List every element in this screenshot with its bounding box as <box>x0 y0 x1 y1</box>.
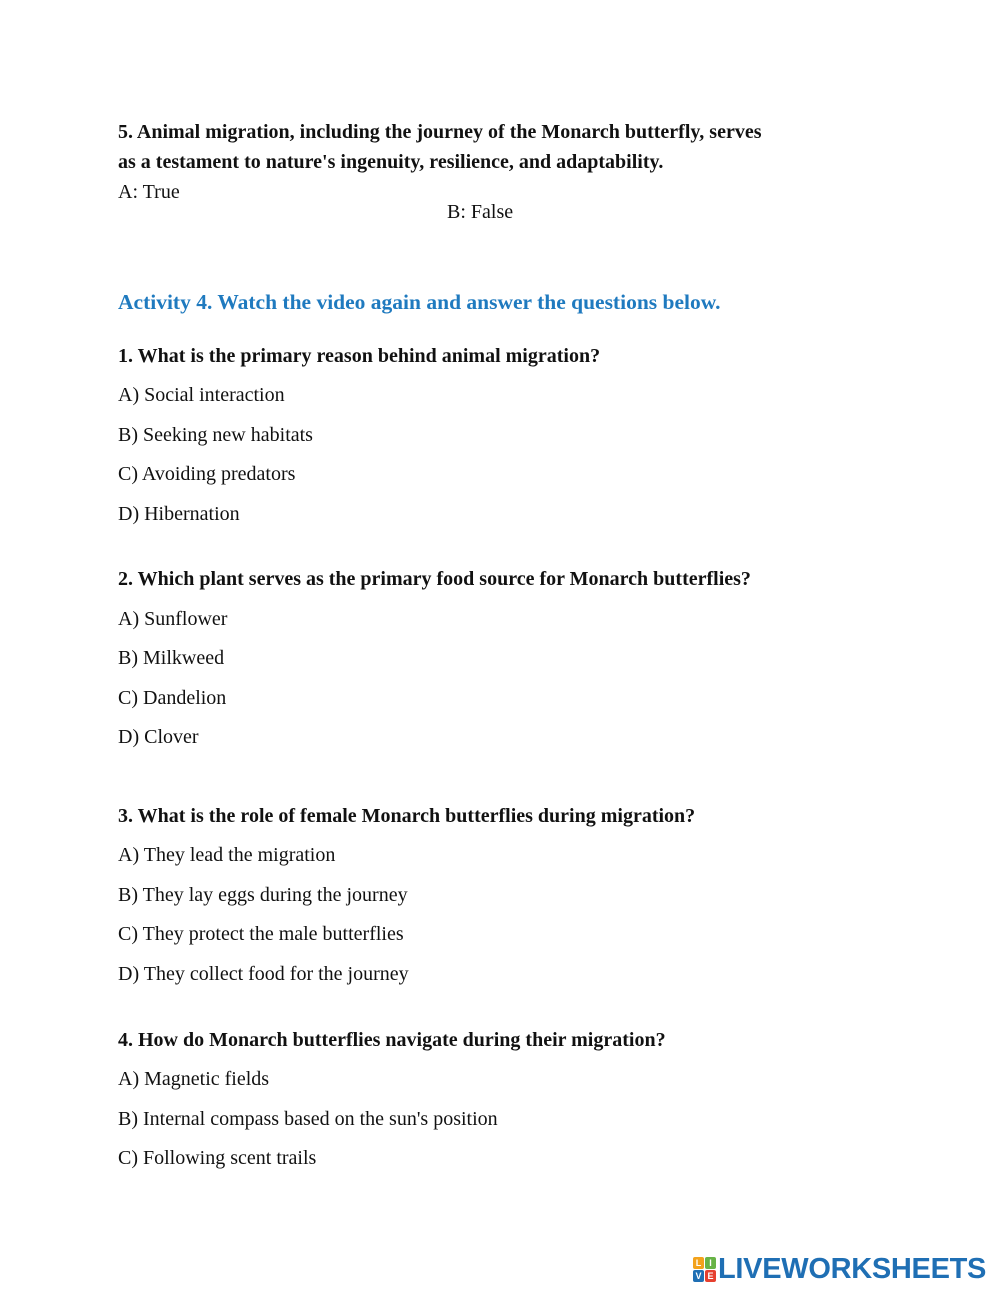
question-1-text: 1. What is the primary reason behind animal migration? <box>118 345 601 367</box>
question-1-option-c[interactable]: C) Avoiding predators <box>118 463 296 485</box>
question-1-option-b[interactable]: B) Seeking new habitats <box>118 424 313 446</box>
question-3-option-c[interactable]: C) They protect the male butterflies <box>118 923 404 945</box>
question-1-option-d[interactable]: D) Hibernation <box>118 503 240 525</box>
question-5-option-b[interactable]: B: False <box>447 201 514 223</box>
question-3-option-b[interactable]: B) They lay eggs during the journey <box>118 884 408 906</box>
liveworksheets-logo-text: LIVEWORKSHEETS <box>718 1253 987 1285</box>
logo-tile-e: E <box>705 1270 716 1282</box>
logo-tile-l: L <box>693 1257 704 1269</box>
liveworksheets-logo <box>693 1254 986 1284</box>
liveworksheets-logo-icon <box>693 1257 715 1281</box>
question-4-option-b[interactable]: B) Internal compass based on the sun's position <box>118 1108 498 1130</box>
question-2-option-b[interactable]: B) Milkweed <box>118 647 225 669</box>
question-2-text: 2. Which plant serves as the primary food source for Monarch butterflies? <box>118 568 751 590</box>
question-4-option-c[interactable]: C) Following scent trails <box>118 1147 317 1169</box>
question-3-option-a[interactable]: A) They lead the migration <box>118 844 336 866</box>
question-5-line-1: 5. Animal migration, including the journey of the Monarch butterfly, serves <box>118 121 762 143</box>
question-2-option-c[interactable]: C) Dandelion <box>118 687 227 709</box>
question-3-text: 3. What is the role of female Monarch butterflies during migration? <box>118 805 696 827</box>
activity-4-heading: Activity 4. Watch the video again and answer the questions below. <box>118 290 721 314</box>
question-5-line-2: as a testament to nature's ingenuity, resilience, and adaptability. <box>118 151 664 173</box>
question-5-option-a[interactable]: A: True <box>118 181 180 203</box>
question-1-option-a[interactable]: A) Social interaction <box>118 384 285 406</box>
question-4-text: 4. How do Monarch butterflies navigate during their migration? <box>118 1029 666 1051</box>
question-2-option-d[interactable]: D) Clover <box>118 726 199 748</box>
logo-tile-v: V <box>693 1270 704 1282</box>
question-2-option-a[interactable]: A) Sunflower <box>118 608 228 630</box>
question-4-option-a[interactable]: A) Magnetic fields <box>118 1068 270 1090</box>
question-3-option-d[interactable]: D) They collect food for the journey <box>118 963 409 985</box>
logo-tile-i: I <box>705 1257 716 1269</box>
